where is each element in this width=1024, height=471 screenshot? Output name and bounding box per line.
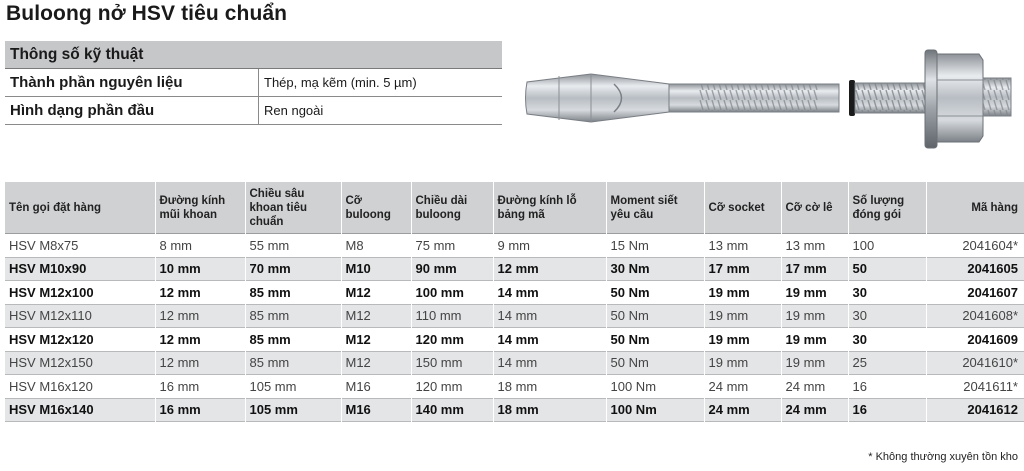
table-cell: M12 xyxy=(341,328,411,352)
table-row xyxy=(5,328,1024,352)
column-header: Tên gọi đặt hàng xyxy=(5,182,155,234)
table-row xyxy=(5,351,1024,375)
table-cell: 14 mm xyxy=(493,351,606,375)
table-cell: 19 mm xyxy=(781,281,848,305)
spec-label: Hình dạng phần đầu xyxy=(5,97,259,125)
table-cell: HSV M16x140 xyxy=(5,398,155,422)
spec-header: Thông số kỹ thuật xyxy=(5,41,502,69)
table-row xyxy=(5,304,1024,328)
table-cell: 30 xyxy=(848,328,926,352)
table-cell: 50 Nm xyxy=(606,328,704,352)
table-cell: 24 mm xyxy=(781,375,848,399)
table-cell: 30 xyxy=(848,281,926,305)
column-header: Số lượng đóng gói xyxy=(848,182,926,234)
column-header: Cỡ cờ lê xyxy=(781,182,848,234)
table-cell: M16 xyxy=(341,398,411,422)
table-cell: 2041612 xyxy=(926,398,1024,422)
table-cell: 2041607 xyxy=(926,281,1024,305)
column-header: Chiều sâu khoan tiêu chuẩn xyxy=(245,182,341,234)
spec-value: Ren ngoài xyxy=(259,97,503,125)
column-header: Cỡ buloong xyxy=(341,182,411,234)
table-cell: 14 mm xyxy=(493,281,606,305)
table-cell: 110 mm xyxy=(411,304,493,328)
table-cell: 2041610* xyxy=(926,351,1024,375)
table-row xyxy=(5,375,1024,399)
table-cell: 19 mm xyxy=(781,351,848,375)
table-cell: 16 xyxy=(848,375,926,399)
anchor-bolt-image xyxy=(519,40,1019,156)
table-cell: 85 mm xyxy=(245,351,341,375)
table-cell: 100 mm xyxy=(411,281,493,305)
table-cell: 10 mm xyxy=(155,257,245,281)
table-header-row xyxy=(5,182,1024,234)
table-cell: 16 mm xyxy=(155,375,245,399)
table-cell: 85 mm xyxy=(245,281,341,305)
table-cell: 9 mm xyxy=(493,234,606,258)
table-cell: 16 mm xyxy=(155,398,245,422)
table-cell: 105 mm xyxy=(245,398,341,422)
table-cell: 19 mm xyxy=(781,328,848,352)
table-cell: 100 Nm xyxy=(606,398,704,422)
table-cell: 50 Nm xyxy=(606,304,704,328)
column-header: Mã hàng xyxy=(926,182,1024,234)
spec-table xyxy=(5,41,502,125)
table-cell: HSV M8x75 xyxy=(5,234,155,258)
table-cell: 17 mm xyxy=(704,257,781,281)
table-cell: M12 xyxy=(341,351,411,375)
table-cell: 25 xyxy=(848,351,926,375)
table-cell: HSV M12x120 xyxy=(5,328,155,352)
table-cell: 85 mm xyxy=(245,328,341,352)
table-cell: 105 mm xyxy=(245,375,341,399)
table-cell: 50 Nm xyxy=(606,281,704,305)
table-cell: 2041611* xyxy=(926,375,1024,399)
table-cell: M10 xyxy=(341,257,411,281)
table-cell: 18 mm xyxy=(493,398,606,422)
spec-header-row xyxy=(5,41,502,69)
spec-row xyxy=(5,69,502,97)
table-cell: 120 mm xyxy=(411,328,493,352)
footnote: * Không thường xuyên tồn kho xyxy=(868,451,1018,463)
table-cell: 13 mm xyxy=(704,234,781,258)
table-cell: M8 xyxy=(341,234,411,258)
table-cell: 14 mm xyxy=(493,304,606,328)
table-cell: 12 mm xyxy=(155,281,245,305)
page-title: Buloong nở HSV tiêu chuẩn xyxy=(6,2,288,25)
table-cell: 15 Nm xyxy=(606,234,704,258)
column-header: Cỡ socket xyxy=(704,182,781,234)
spec-label: Thành phần nguyên liệu xyxy=(5,69,259,97)
product-table xyxy=(5,182,1024,422)
table-row xyxy=(5,281,1024,305)
table-cell: 19 mm xyxy=(704,281,781,305)
table-cell: 19 mm xyxy=(781,304,848,328)
table-cell: 55 mm xyxy=(245,234,341,258)
table-cell: 90 mm xyxy=(411,257,493,281)
table-cell: 12 mm xyxy=(155,328,245,352)
table-cell: 120 mm xyxy=(411,375,493,399)
table-cell: M12 xyxy=(341,281,411,305)
table-cell: 8 mm xyxy=(155,234,245,258)
spec-value: Thép, mạ kẽm (min. 5 µm) xyxy=(259,69,503,97)
table-cell: 100 xyxy=(848,234,926,258)
table-cell: 2041604* xyxy=(926,234,1024,258)
table-cell: 24 mm xyxy=(781,398,848,422)
table-cell: HSV M12x100 xyxy=(5,281,155,305)
table-cell: HSV M10x90 xyxy=(5,257,155,281)
table-cell: 2041605 xyxy=(926,257,1024,281)
table-cell: 30 xyxy=(848,304,926,328)
table-cell: 12 mm xyxy=(155,351,245,375)
table-cell: 2041608* xyxy=(926,304,1024,328)
table-cell: 100 Nm xyxy=(606,375,704,399)
table-cell: 14 mm xyxy=(493,328,606,352)
table-cell: 24 mm xyxy=(704,398,781,422)
column-header: Moment siết yêu cầu xyxy=(606,182,704,234)
table-cell: 19 mm xyxy=(704,304,781,328)
table-cell: 12 mm xyxy=(155,304,245,328)
table-cell: 140 mm xyxy=(411,398,493,422)
table-cell: 30 Nm xyxy=(606,257,704,281)
column-header: Đường kính lỗ bảng mã xyxy=(493,182,606,234)
table-cell: HSV M12x150 xyxy=(5,351,155,375)
table-row xyxy=(5,234,1024,258)
table-cell: 12 mm xyxy=(493,257,606,281)
table-cell: 50 xyxy=(848,257,926,281)
table-cell: 17 mm xyxy=(781,257,848,281)
table-row xyxy=(5,398,1024,422)
table-cell: 18 mm xyxy=(493,375,606,399)
table-cell: 19 mm xyxy=(704,328,781,352)
table-cell: M12 xyxy=(341,304,411,328)
table-cell: HSV M12x110 xyxy=(5,304,155,328)
table-cell: 24 mm xyxy=(704,375,781,399)
table-cell: 13 mm xyxy=(781,234,848,258)
table-cell: 16 xyxy=(848,398,926,422)
table-cell: HSV M16x120 xyxy=(5,375,155,399)
spec-row xyxy=(5,97,502,125)
table-cell: 50 Nm xyxy=(606,351,704,375)
table-cell: M16 xyxy=(341,375,411,399)
table-cell: 70 mm xyxy=(245,257,341,281)
column-header: Chiều dài buloong xyxy=(411,182,493,234)
table-cell: 75 mm xyxy=(411,234,493,258)
table-cell: 85 mm xyxy=(245,304,341,328)
column-header: Đường kính mũi khoan xyxy=(155,182,245,234)
table-cell: 150 mm xyxy=(411,351,493,375)
table-cell: 19 mm xyxy=(704,351,781,375)
table-cell: 2041609 xyxy=(926,328,1024,352)
table-row xyxy=(5,257,1024,281)
